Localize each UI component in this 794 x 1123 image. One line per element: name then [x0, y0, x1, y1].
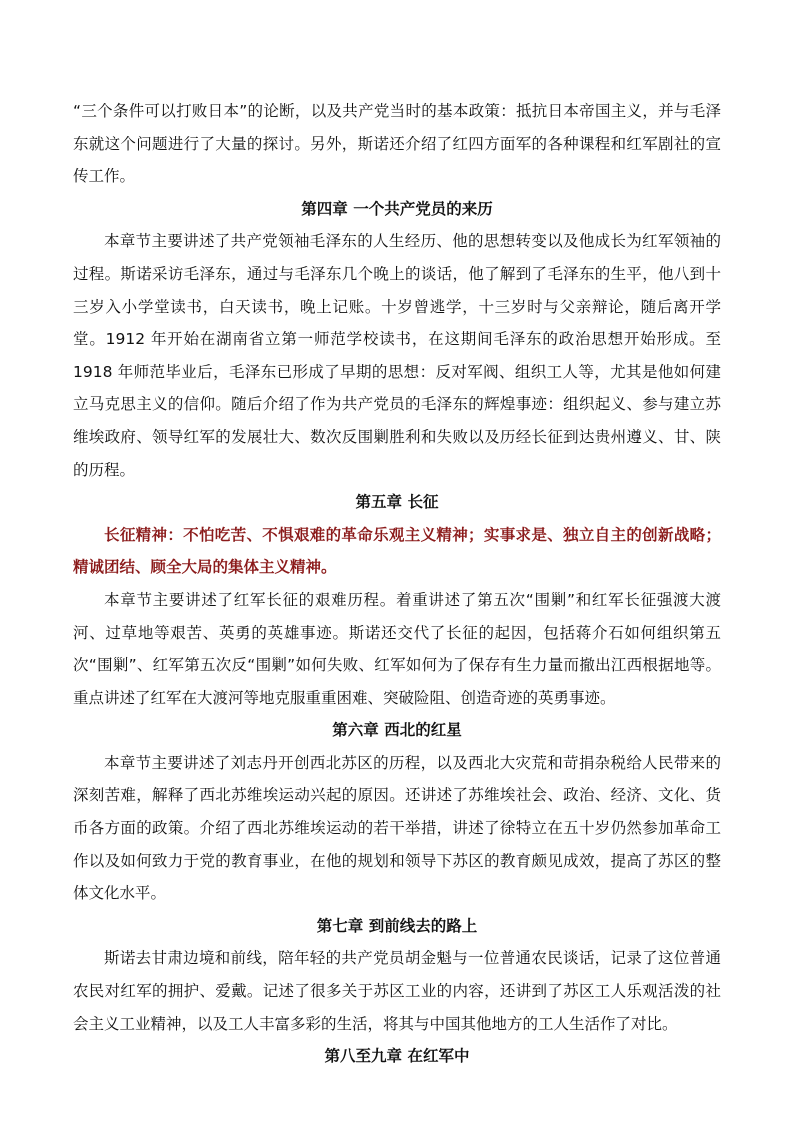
chapter-7-paragraph: 斯诺去甘肃边境和前线，陪年轻的共产党员胡金魁与一位普通农民谈话，记录了这位普通农民对红军的拥护、爱戴。记述了很多关于苏区工业的内容，还讲到了苏区工人乐观活泼的社会主义工业精神，以及工人丰富多彩的生活，将其与中国其他地方的工人生活作了对比。 [73, 949, 721, 1033]
chapter-7-heading: 第七章 到前线去的路上 [316, 916, 478, 935]
chapter-8-9-heading: 第八至九章 在红军中 [324, 1047, 470, 1066]
intro-paragraph: “三个条件可以打败日本”的论断，以及共产党当时的基本政策：抵抗日本帝国主义，并与毛泽东就这个问题进行了大量的探讨。另外，斯诺还介绍了红四方面军的各种课程和红军剧社的宣传工作。 [73, 102, 721, 186]
chapter-6-heading: 第六章 西北的红星 [332, 721, 462, 740]
chapter-4-heading: 第四章 一个共产党员的来历 [301, 199, 493, 218]
chapter-5-paragraph: 本章节主要讲述了红军长征的艰难历程。着重讲述了第五次“围剿”和红军长征强渡大渡河、过草地等艰苦、英勇的英雄事迹。斯诺还交代了长征的起因，包括蒋介石如何组织第五次“围剿”、红军第五次反“围剿”如何失败、红军如何为了保存有生力量而撤出江西根据地等。重点讲述了红军在大渡河等地克服重重困难、突破险阻、创造奇迹的英勇事迹。 [73, 590, 721, 707]
chapter-6-paragraph: 本章节主要讲述了刘志丹开创西北苏区的历程，以及西北大灾荒和苛捐杂税给人民带来的深刻苦难，解释了西北苏维埃运动兴起的原因。还讲述了苏维埃社会、政治、经济、文化、货币各方面的政策。介绍了西北苏维埃运动的若干举措，讲述了徐特立在五十岁仍然参加革命工作以及如何致力于党的教育事业，在他的规划和领导下苏区的教育颇见成效，提高了苏区的整体文化水平。 [73, 753, 721, 903]
document-page [73, 95, 721, 1073]
long-march-spirit-highlight: 长征精神：不怕吃苦、不惧艰难的革命乐观主义精神；实事求是、独立自主的创新战略；精诚团结、顾全大局的集体主义精神。 [73, 525, 721, 577]
chapter-4-paragraph: 本章节主要讲述了共产党领袖毛泽东的人生经历、他的思想转变以及他成长为红军领袖的过程。斯诺采访毛泽东，通过与毛泽东几个晚上的谈话，他了解到了毛泽东的生平，他八到十三岁入小学堂读书，白天读书，晚上记账。十岁曾逃学，十三岁时与父亲辩论，随后离开学堂。1912 年开始在湖南省立第一师范学校读书，在这期间毛泽东的政治思想开始形成。至 1918 年师范毕业后，毛泽东已形成了早期的思想：反对军阀、组织工人等，尤其是他如何建立马克思主义的信仰。随后介绍了作为共产党员的毛泽东的辉煌事迹：组织起义、参与建立苏维埃政府、领导红军的发展壮大、数次反围剿胜利和失败以及历经长征到达贵州遵义、甘、陕的历程。 [73, 232, 721, 479]
chapter-5-heading: 第五章 长征 [355, 493, 439, 512]
